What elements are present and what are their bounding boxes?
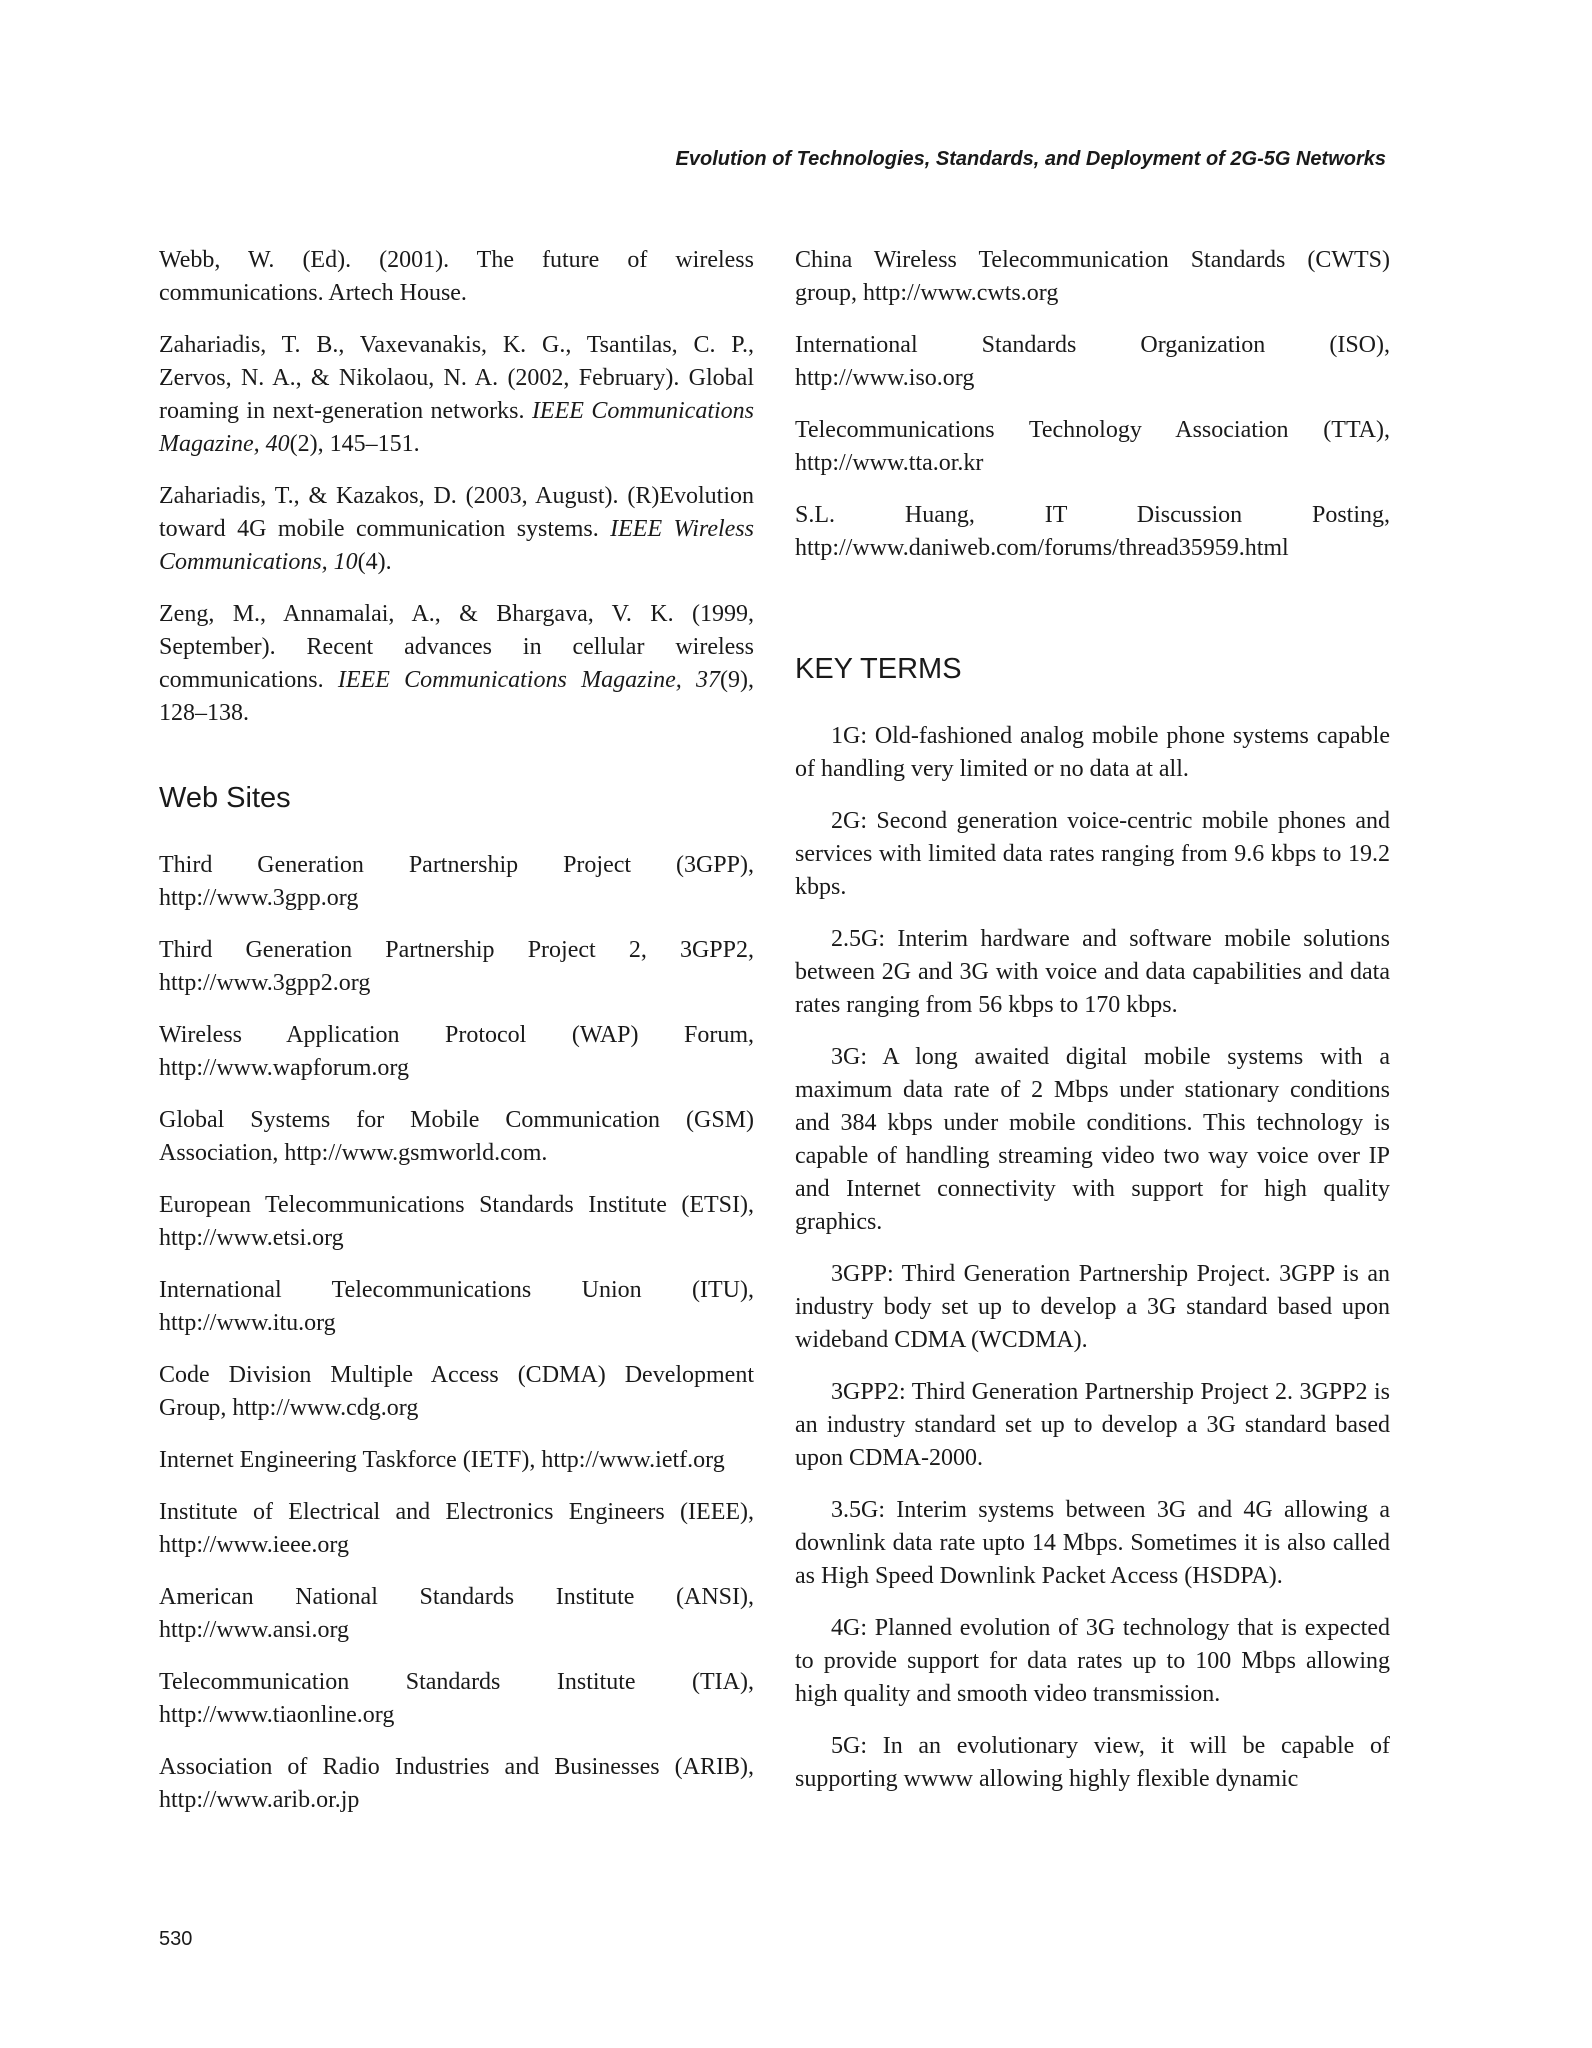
key-term-entry: 2.5G: Interim hardware and software mobile solutions between 2G and 3G with voice and data capabilities and data rates ranging from 56 kbps to 170 kbps.	[795, 926, 1390, 1018]
web-site-entry: Telecommunications Technology Association (TTA), http://www.tta.or.kr	[795, 417, 1390, 476]
web-site-entry: European Telecommunications Standards Institute (ETSI), http://www.etsi.org	[159, 1192, 754, 1251]
page-number: 530	[159, 1928, 193, 1950]
web-site-entry: Third Generation Partnership Project 2, 3GPP2, http://www.3gpp2.org	[159, 937, 754, 996]
web-site-entry: Internet Engineering Taskforce (IETF), http://www.ietf.org	[159, 1447, 725, 1473]
key-terms-heading: KEY TERMS	[795, 653, 962, 685]
running-header: Evolution of Technologies, Standards, and Deployment of 2G-5G Networks	[675, 148, 1386, 170]
web-site-entry: American National Standards Institute (ANSI), http://www.ansi.org	[159, 1584, 754, 1643]
reference-entry: Zahariadis, T., & Kazakos, D. (2003, August). (R)Evolution toward 4G mobile communication systems. IEEE Wireless Communications, 10(4).	[159, 483, 754, 575]
left-column	[159, 244, 754, 1836]
key-term-entry: 5G: In an evolutionary view, it will be capable of supporting wwww allowing highly flexible dynamic	[795, 1733, 1390, 1792]
web-site-entry: Wireless Application Protocol (WAP) Forum, http://www.wapforum.org	[159, 1022, 754, 1081]
web-site-entry: Third Generation Partnership Project (3GPP), http://www.3gpp.org	[159, 852, 754, 911]
key-term-entry: 3GPP2: Third Generation Partnership Project 2. 3GPP2 is an industry standard set up to develop a 3G standard based upon CDMA-2000.	[795, 1379, 1390, 1471]
web-site-entry: China Wireless Telecommunication Standards (CWTS) group, http://www.cwts.org	[795, 247, 1390, 306]
key-term-entry: 4G: Planned evolution of 3G technology that is expected to provide support for data rates up to 100 Mbps allowing high quality and smooth video transmission.	[795, 1615, 1390, 1707]
reference-entry: Zahariadis, T. B., Vaxevanakis, K. G., Tsantilas, C. P., Zervos, N. A., & Nikolaou, N. A. (2002, February). Global roaming in next-generation networks. IEEE Communications Magazine, 40(2), 145–151.	[159, 332, 755, 457]
web-site-entry: Association of Radio Industries and Businesses (ARIB), http://www.arib.or.jp	[159, 1754, 754, 1813]
key-term-entry: 3G: A long awaited digital mobile systems with a maximum data rate of 2 Mbps under stationary conditions and 384 kbps under mobile conditions. This technology is capable of handling streaming video two way voice over IP and Internet connectivity with support for high quality graphics.	[795, 1044, 1390, 1235]
web-site-entry: Code Division Multiple Access (CDMA) Development Group, http://www.cdg.org	[159, 1362, 754, 1421]
web-site-entry: International Telecommunications Union (ITU), http://www.itu.org	[159, 1277, 754, 1336]
web-site-entry: Telecommunication Standards Institute (TIA), http://www.tiaonline.org	[159, 1669, 754, 1728]
key-term-entry: 3GPP: Third Generation Partnership Project. 3GPP is an industry body set up to develop a 3G standard based upon wideband CDMA (WCDMA).	[795, 1261, 1390, 1353]
web-sites-heading: Web Sites	[159, 782, 291, 814]
reference-entry: Zeng, M., Annamalai, A., & Bhargava, V. K. (1999, September). Recent advances in cellular wireless communications. IEEE Communications Magazine, 37(9), 128–138.	[159, 601, 754, 726]
web-site-entry: International Standards Organization (ISO), http://www.iso.org	[795, 332, 1390, 391]
key-term-entry: 1G: Old-fashioned analog mobile phone systems capable of handling very limited or no data at all.	[795, 723, 1390, 782]
right-column	[795, 244, 1390, 1815]
key-term-entry: 2G: Second generation voice-centric mobile phones and services with limited data rates ranging from 9.6 kbps to 19.2 kbps.	[795, 808, 1390, 900]
key-term-entry: 3.5G: Interim systems between 3G and 4G allowing a downlink data rate upto 14 Mbps. Sometimes it is also called as High Speed Downlink Packet Access (HSDPA).	[795, 1497, 1390, 1589]
reference-entry: Webb, W. (Ed). (2001). The future of wireless communications. Artech House.	[159, 247, 754, 306]
web-site-entry: S.L. Huang, IT Discussion Posting, http://www.daniweb.com/forums/thread35959.html	[795, 502, 1390, 561]
web-site-entry: Global Systems for Mobile Communication (GSM) Association, http://www.gsmworld.com.	[159, 1107, 754, 1166]
web-site-entry: Institute of Electrical and Electronics Engineers (IEEE), http://www.ieee.org	[159, 1499, 754, 1558]
